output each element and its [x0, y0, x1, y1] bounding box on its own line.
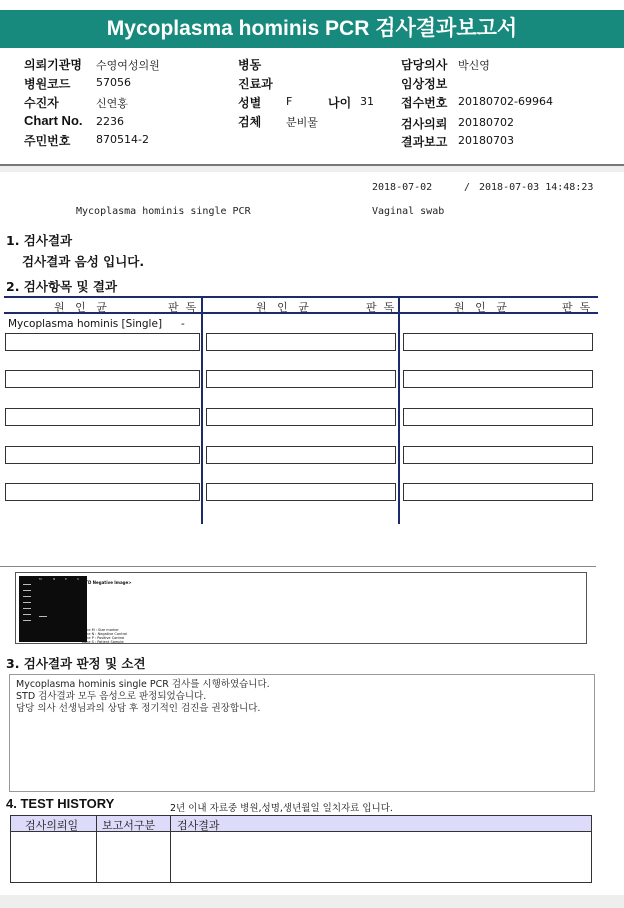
col-judgement-2: 판 독: [366, 301, 395, 314]
test-name: Mycoplasma hominis single PCR: [76, 206, 251, 217]
opinion-box: [9, 674, 595, 792]
col-pathogen-3: 원 인 균: [454, 301, 507, 314]
result-box: [206, 446, 396, 464]
specimen-type: Vaginal swab: [372, 206, 445, 217]
result-grid-header: [4, 296, 598, 314]
grid-divider-1: [201, 296, 203, 524]
gel-legend: [82, 628, 127, 644]
specimen-value: 분비물: [286, 116, 318, 129]
gel-legend-p: Lane P : Positive Control: [82, 636, 125, 640]
result-box: [5, 483, 200, 501]
gel-legend-s: Lane S : Patient Sample: [82, 640, 124, 644]
result-box: [403, 483, 593, 501]
row1-result: -: [181, 318, 185, 330]
history-note: 2년 이내 자료중 병원,성명,생년월일 일치자료 입니다.: [170, 803, 393, 814]
lane-label-p: P: [65, 577, 67, 581]
section1-heading: 1. 검사결과: [6, 233, 73, 248]
patient-label: 수진자: [24, 96, 59, 110]
ward-label: 병동: [238, 58, 262, 72]
result-box: [403, 408, 593, 426]
result-box: [206, 370, 396, 388]
result-box: [403, 370, 593, 388]
history-col-result: 검사결과: [177, 819, 220, 832]
clinical-info-label: 임상정보: [401, 77, 448, 91]
section-divider: [0, 566, 596, 567]
history-col-request-date: 검사의뢰일: [25, 819, 79, 832]
receipt-no-value: 20180702-69964: [458, 95, 553, 108]
date-end: 2018-07-03 14:48:23: [479, 182, 594, 193]
result-box: [403, 446, 593, 464]
col-judgement-1: 판 독: [168, 301, 197, 314]
history-col-report-type: 보고서구분: [102, 819, 156, 832]
report-date-label: 결과보고: [401, 135, 448, 149]
receipt-no-label: 접수번호: [401, 96, 448, 110]
chart-no-label: Chart No.: [24, 113, 83, 128]
hospital-code-label: 병원코드: [24, 77, 71, 91]
lane-label-m: M: [39, 577, 42, 581]
section4-heading: 4. TEST HISTORY: [6, 796, 115, 811]
report-date-value: 20180703: [458, 134, 514, 147]
result-box: [403, 333, 593, 351]
col-judgement-3: 판 독: [562, 301, 591, 314]
sex-label: 성별: [238, 96, 262, 110]
col-pathogen-2: 원 인 균: [256, 301, 309, 314]
result-box: [206, 408, 396, 426]
specimen-label: 검체: [238, 115, 262, 129]
page-footer-bar: [0, 895, 624, 908]
lane-label-n: N: [53, 577, 56, 581]
institution-value: 수영여성의원: [96, 59, 160, 72]
request-date-label: 검사의뢰: [401, 117, 448, 131]
sex-value: F: [286, 95, 293, 108]
result-box: [206, 483, 396, 501]
result-box: [5, 446, 200, 464]
hospital-code-value: 57056: [96, 76, 131, 89]
date-separator: /: [464, 182, 471, 193]
report-title: Mycoplasma hominis PCR 검사결과보고서: [0, 10, 624, 48]
gel-legend-n: Lane N : Negative Control: [82, 632, 128, 636]
gel-caption: <STD Negative Image>: [79, 580, 132, 585]
history-table-header: [11, 816, 591, 832]
result-box: [5, 408, 200, 426]
header-divider: [0, 166, 624, 172]
result-box: [5, 333, 200, 351]
opinion-line-1: Mycoplasma hominis single PCR 검사를 시행하였습니다.: [16, 679, 270, 690]
age-value: 31: [360, 95, 374, 108]
resident-no-label: 주민번호: [24, 134, 71, 148]
gel-image: [19, 576, 87, 642]
age-label: 나이: [328, 96, 352, 110]
row1-pathogen: Mycoplasma hominis [Single]: [8, 318, 163, 330]
result-summary: 검사결과 음성 입니다.: [22, 254, 145, 269]
opinion-line-2: STD 검사결과 모두 음성으로 판정되었습니다.: [16, 691, 207, 702]
chart-no-value: 2236: [96, 115, 124, 128]
department-label: 진료과: [238, 77, 273, 91]
request-date-value: 20180702: [458, 116, 514, 129]
patient-info-header: [0, 48, 624, 166]
col-pathogen-1: 원 인 균: [54, 301, 107, 314]
history-table: [10, 815, 592, 883]
date-start: 2018-07-02: [372, 182, 433, 193]
section2-heading: 2. 검사항목 및 결과: [6, 279, 118, 294]
gel-image-frame: [15, 572, 587, 644]
result-box: [5, 370, 200, 388]
doctor-label: 담당의사: [401, 58, 448, 72]
patient-value: 신연홍: [96, 97, 128, 110]
section3-heading: 3. 검사결과 판정 및 소견: [6, 656, 146, 671]
resident-no-value: 870514-2: [96, 133, 149, 146]
grid-divider-2: [398, 296, 400, 524]
result-box: [206, 333, 396, 351]
opinion-line-3: 담당 의사 선생님과의 상담 후 정기적인 검진을 권장합니다.: [16, 703, 261, 714]
doctor-value: 박신영: [458, 59, 490, 72]
lane-label-s: S: [77, 577, 79, 581]
gel-legend-m: Lane M : Size marker: [82, 628, 119, 632]
institution-label: 의뢰기관명: [24, 58, 82, 72]
